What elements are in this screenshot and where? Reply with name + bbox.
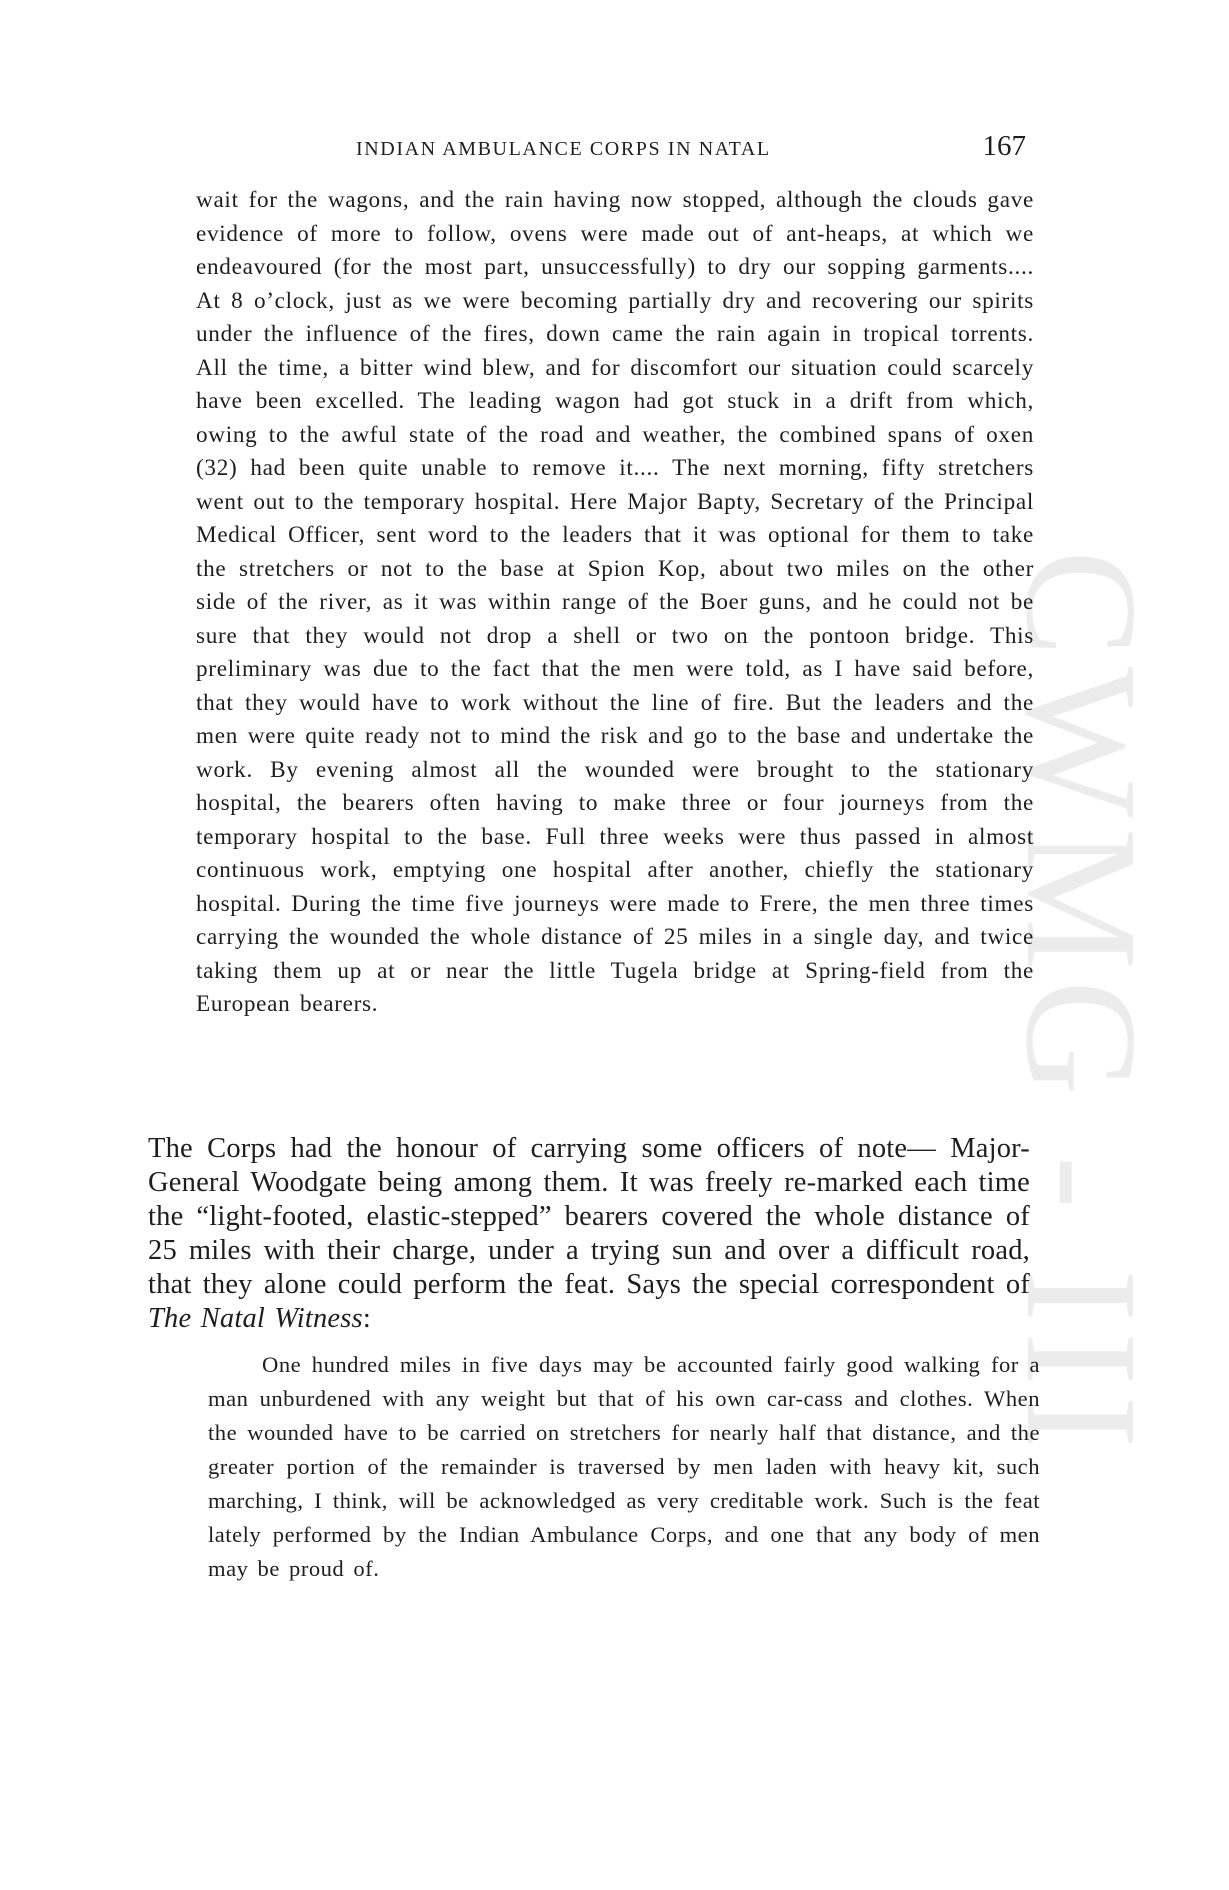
main-text-before: The Corps had the honour of carrying some officers of note— Major-General Woodgate being among them. It was freely re-marked each time the “light-footed, elastic-stepped” bearers covered the whole distance of 25 miles with their charge, under a trying sun and over a difficult road, that they alone could perform the feat. Says the special correspondent of bbox=[148, 1133, 1030, 1300]
page-number: 167 bbox=[982, 130, 1026, 162]
block-quotation bbox=[208, 1348, 1040, 1586]
quotation-text: One hundred miles in five days may be accounted fairly good walking for a man unburdened with any weight but that of his own car-cass and clothes. When the wounded have to be carried on stretchers for nearly half that distance, and the greater portion of the remainder is traversed by men laden with heavy kit, such marching, I think, will be acknowledged as very creditable work. Such is the feat lately performed by the Indian Ambulance Corps, and one that any body of men may be proud of. bbox=[208, 1352, 1040, 1581]
publication-title: The Natal Witness bbox=[148, 1303, 363, 1334]
watermark-text: CWMG - III bbox=[993, 550, 1171, 1459]
running-title: INDIAN AMBULANCE CORPS IN NATAL bbox=[356, 138, 771, 160]
main-text-after: : bbox=[362, 1303, 371, 1334]
narrative-paragraph bbox=[196, 184, 1034, 1022]
main-paragraph bbox=[148, 1132, 1030, 1336]
watermark bbox=[993, 550, 1216, 1459]
narrative-text: wait for the wagons, and the rain having now stopped, although the clouds gave evidence of more to follow, ovens were made out of ant-heaps, at which we endeavoured (for the most part, unsuccessfully) to dry our sopping garments.... At 8 o’clock, just as we were becoming partially dry and recovering our spirits under the influence of the fires, down came the rain again in tropical torrents. All the time, a bitter wind blew, and for discomfort our situation could scarcely have been excelled. The leading wagon had got stuck in a drift from which, owing to the awful state of the road and weather, the combined spans of oxen (32) had been quite unable to remove it.... The next morning, fifty stretchers went out to the temporary hospital. Here Major Bapty, Secretary of the Principal Medical Officer, sent word to the leaders that it was optional for them to take the stretchers or not to the base at Spion Kop, about two miles on the other side of the river, as it was within range of the Boer guns, and he could not be sure that they would not drop a shell or two on the pontoon bridge. This preliminary was due to the fact that the men were told, as I have said before, that they would have to work without the line of fire. But the leaders and the men were quite ready not to mind the risk and go to the base and undertake the work. By evening almost all the wounded were brought to the stationary hospital, the bearers often having to make three or four journeys from the temporary hospital to the base. Full three weeks were thus passed in almost continuous work, emptying one hospital after another, chiefly the stationary hospital. During the time five journeys were made to Frere, the men three times carrying the wounded the whole distance of 25 miles in a single day, and twice taking them up at or near the little Tugela bridge at Spring-field from the European bearers. bbox=[196, 187, 1034, 1017]
main-paragraph-text bbox=[148, 1132, 1030, 1336]
running-head bbox=[196, 130, 1052, 168]
